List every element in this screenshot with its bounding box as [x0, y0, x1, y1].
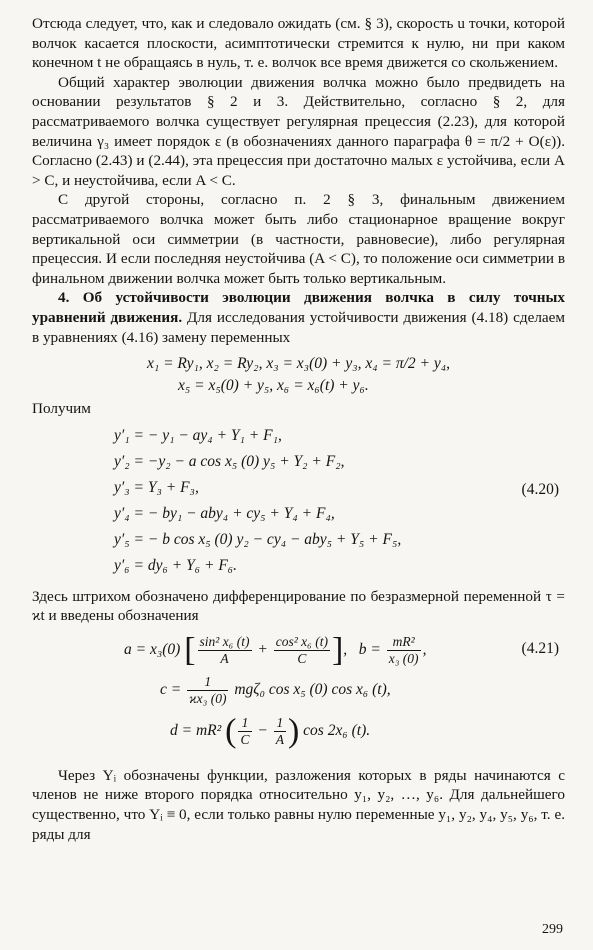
paragraph-2: Общий характер эволюции движения волчка можно было предвидеть на основании результатов § 2 и 3. Действительно, согласно § 2, для рассматриваемого волчка существует регулярная прецессия (2.23), для которой величина γ₃ имеет порядок ε (в обозначениях данного параграфа θ = π/2 + O(ε)). Согласно (2.43) и (2.44), эта прецессия при достаточно малых ε устойчива, если A > C, и неустойчива, если A < C. [32, 73, 565, 189]
paragraph-4 [32, 288, 565, 347]
substitution-line-1: x₁ = Ry₁, x₂ = Ry₂, x₃ = x₃(0) + y₃, x₄ = π/2 + y₄, [146, 355, 451, 373]
right-paren: ) [287, 712, 300, 750]
equation-number-4-20: (4.20) [521, 480, 559, 498]
definitions-4-21 [32, 630, 565, 752]
paragraph-4-body: Для исследования устойчивости движения (4.18) сделаем в уравнениях (4.16) замену переменных [32, 308, 565, 346]
equation-system-4-20 [32, 423, 565, 579]
def-a-b: a = x₃(0) [ $\frac{\text{sin² x₆ (t)}}{A}$ + $\frac{\text{cos² x₆ (t)}}{C}$ ], b = $\frac{\text{mR²}}{\text{x₃ (0)}}$ , [124, 631, 427, 669]
left-bracket: [ [184, 631, 196, 669]
frac-1-over-a: $\frac{1}{A}$ [275, 714, 284, 747]
frac-cos-over-c: $\frac{\text{cos² x₆ (t)}}{C}$ [275, 633, 328, 666]
system-eq-5: y′₅ = − b cos x₅ (0) y₂ − cy₄ − aby₅ + Y₅ + F₅, [114, 530, 402, 548]
page-number: 299 [542, 922, 563, 937]
system-eq-2: y′₂ = −y₂ − a cos x₅ (0) y₅ + Y₂ + F₂, [114, 452, 345, 470]
paragraph-1: Отсюда следует, что, как и следовало ожидать (см. § 3), скорость u точки, которой волчок касается плоскости, асимптотически стремится к нулю, ни при каком конечном t не обращаясь в нуль, т. е. волчок все время движется со скольжением. [32, 15, 565, 72]
frac-sin-over-a: $\frac{\text{sin² x₆ (t)}}{A}$ [199, 633, 250, 666]
system-eq-4: y′₄ = − by₁ − aby₄ + cy₅ + Y₄ + F₄, [114, 504, 335, 522]
equation-number-4-21: (4.21) [521, 639, 559, 657]
left-paren: ( [225, 712, 237, 750]
system-eq-1: y′₁ = − y₁ − ay₄ + Y₁ + F₁, [114, 426, 282, 444]
frac-c: $\frac{1}{\text{ϰx₃ (0)}}$ [189, 673, 227, 706]
paragraph-5: Здесь штрихом обозначено дифференцирование по безразмерной переменной τ = ϰt и введены обозначения [32, 587, 565, 625]
section-heading: 4. Об устойчивости эволюции движения волчка в силу точных уравнений движения. [32, 289, 565, 326]
substitution-line-2: x₅ = x₅(0) + y₅, x₆ = x₆(t) + y₆. [178, 377, 369, 395]
def-d: d = mR² ( $\frac{1}{C}$ − $\frac{1}{A}$ ) cos 2x₆ (t). [170, 712, 371, 750]
def-a-lhs: a = x₃(0) [124, 640, 181, 658]
frac-b: $\frac{\text{mR²}}{\text{x₃ (0)}}$ [388, 633, 419, 666]
def-c: c = $\frac{1}{\text{ϰx₃ (0)}}$ mgζ₀ cos x₅ (0) cos x₆ (t), [160, 673, 391, 706]
received-label: Получим [32, 400, 91, 418]
paragraph-6: Через Yᵢ обозначены функции, разложения которых в ряды начинаются с членов не ниже второго порядка относительно y₁, y₂, …, y₆. Для дальнейшего существенно, что Yᵢ ≡ 0, если только равны нулю переменные y₁, y₂, y₄, y₅, y₆, т. е. ряды для [32, 766, 565, 843]
substitution-equations [32, 353, 565, 397]
def-b-lhs: b = [358, 640, 381, 658]
frac-1-over-c: $\frac{1}{C}$ [240, 714, 250, 747]
paragraph-3: С другой стороны, согласно п. 2 § 3, финальным движением рассматриваемого волчка может быть либо стационарное вращение вокруг вертикальной оси симметрии (в частности, равновесие), либо регулярная прецессия. И если последняя неустойчива (A < C), то положение оси симметрии в финальном движении волчка может быть только вертикальным. [32, 191, 565, 287]
right-bracket: ] [331, 631, 344, 669]
system-eq-3: y′₃ = Y₃ + F₃, [114, 478, 199, 496]
system-eq-6: y′₆ = dy₆ + Y₆ + F₆. [114, 556, 238, 574]
